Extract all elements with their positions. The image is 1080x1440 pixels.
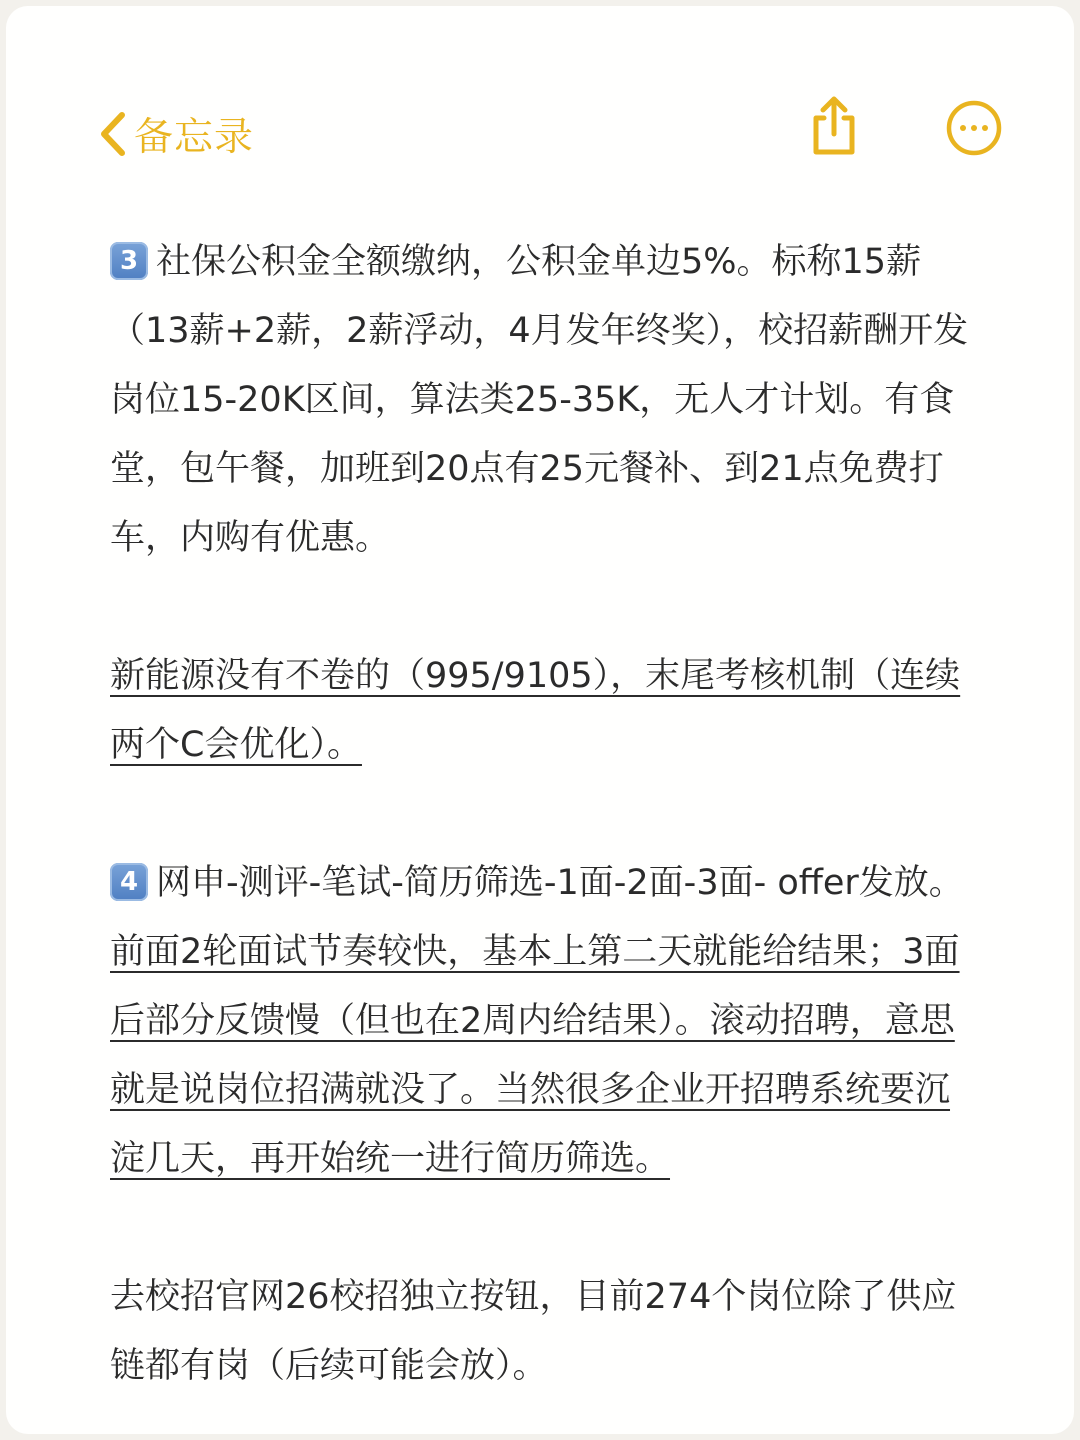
- paragraph-culture-note: [110, 642, 970, 780]
- nav-bar: [6, 94, 1074, 174]
- official-site-text: 去校招官网26校招独立按钮，目前274个岗位除了供应链都有岗（后续可能会放）。: [110, 1277, 957, 1386]
- back-label: 备忘录: [134, 115, 255, 160]
- chevron-left-icon: [98, 111, 128, 157]
- back-button[interactable]: [98, 106, 254, 162]
- process-detail-text: 前面2轮面试节奏较快，基本上第二天就能给结果；3面后部分反馈慢（但也在2周内给结果）。滚动招聘，意思就是说岗位招满就没了。当然很多企业开招聘系统要沉淀几天，再开始统一进行简历筛选。: [110, 932, 960, 1179]
- keycap-3-badge: 3: [110, 242, 148, 280]
- more-icon: [944, 145, 1004, 162]
- note-page: [6, 6, 1074, 1434]
- note-body[interactable]: [110, 228, 970, 1401]
- more-button[interactable]: [944, 98, 1004, 163]
- paragraph-process: [110, 849, 970, 1194]
- share-icon: [802, 145, 866, 162]
- process-text: 网申-测评-笔试-简历筛选-1面-2面-3面- offer发放。: [156, 863, 964, 903]
- keycap-4-badge: 4: [110, 863, 148, 901]
- share-button[interactable]: [802, 94, 866, 163]
- paragraph-benefits: [110, 228, 970, 573]
- benefits-text: 社保公积金全额缴纳，公积金单边5%。标称15薪（13薪+2薪，2薪浮动，4月发年终奖），校招薪酬开发岗位15-20K区间，算法类25-35K，无人才计划。有食堂，包午餐，加班到20点有25元餐补、到21点免费打车，内购有优惠。: [110, 242, 969, 558]
- culture-note-text: 新能源没有不卷的（995/9105），末尾考核机制（连续两个C会优化）。: [110, 656, 961, 765]
- paragraph-official-site: [110, 1263, 970, 1401]
